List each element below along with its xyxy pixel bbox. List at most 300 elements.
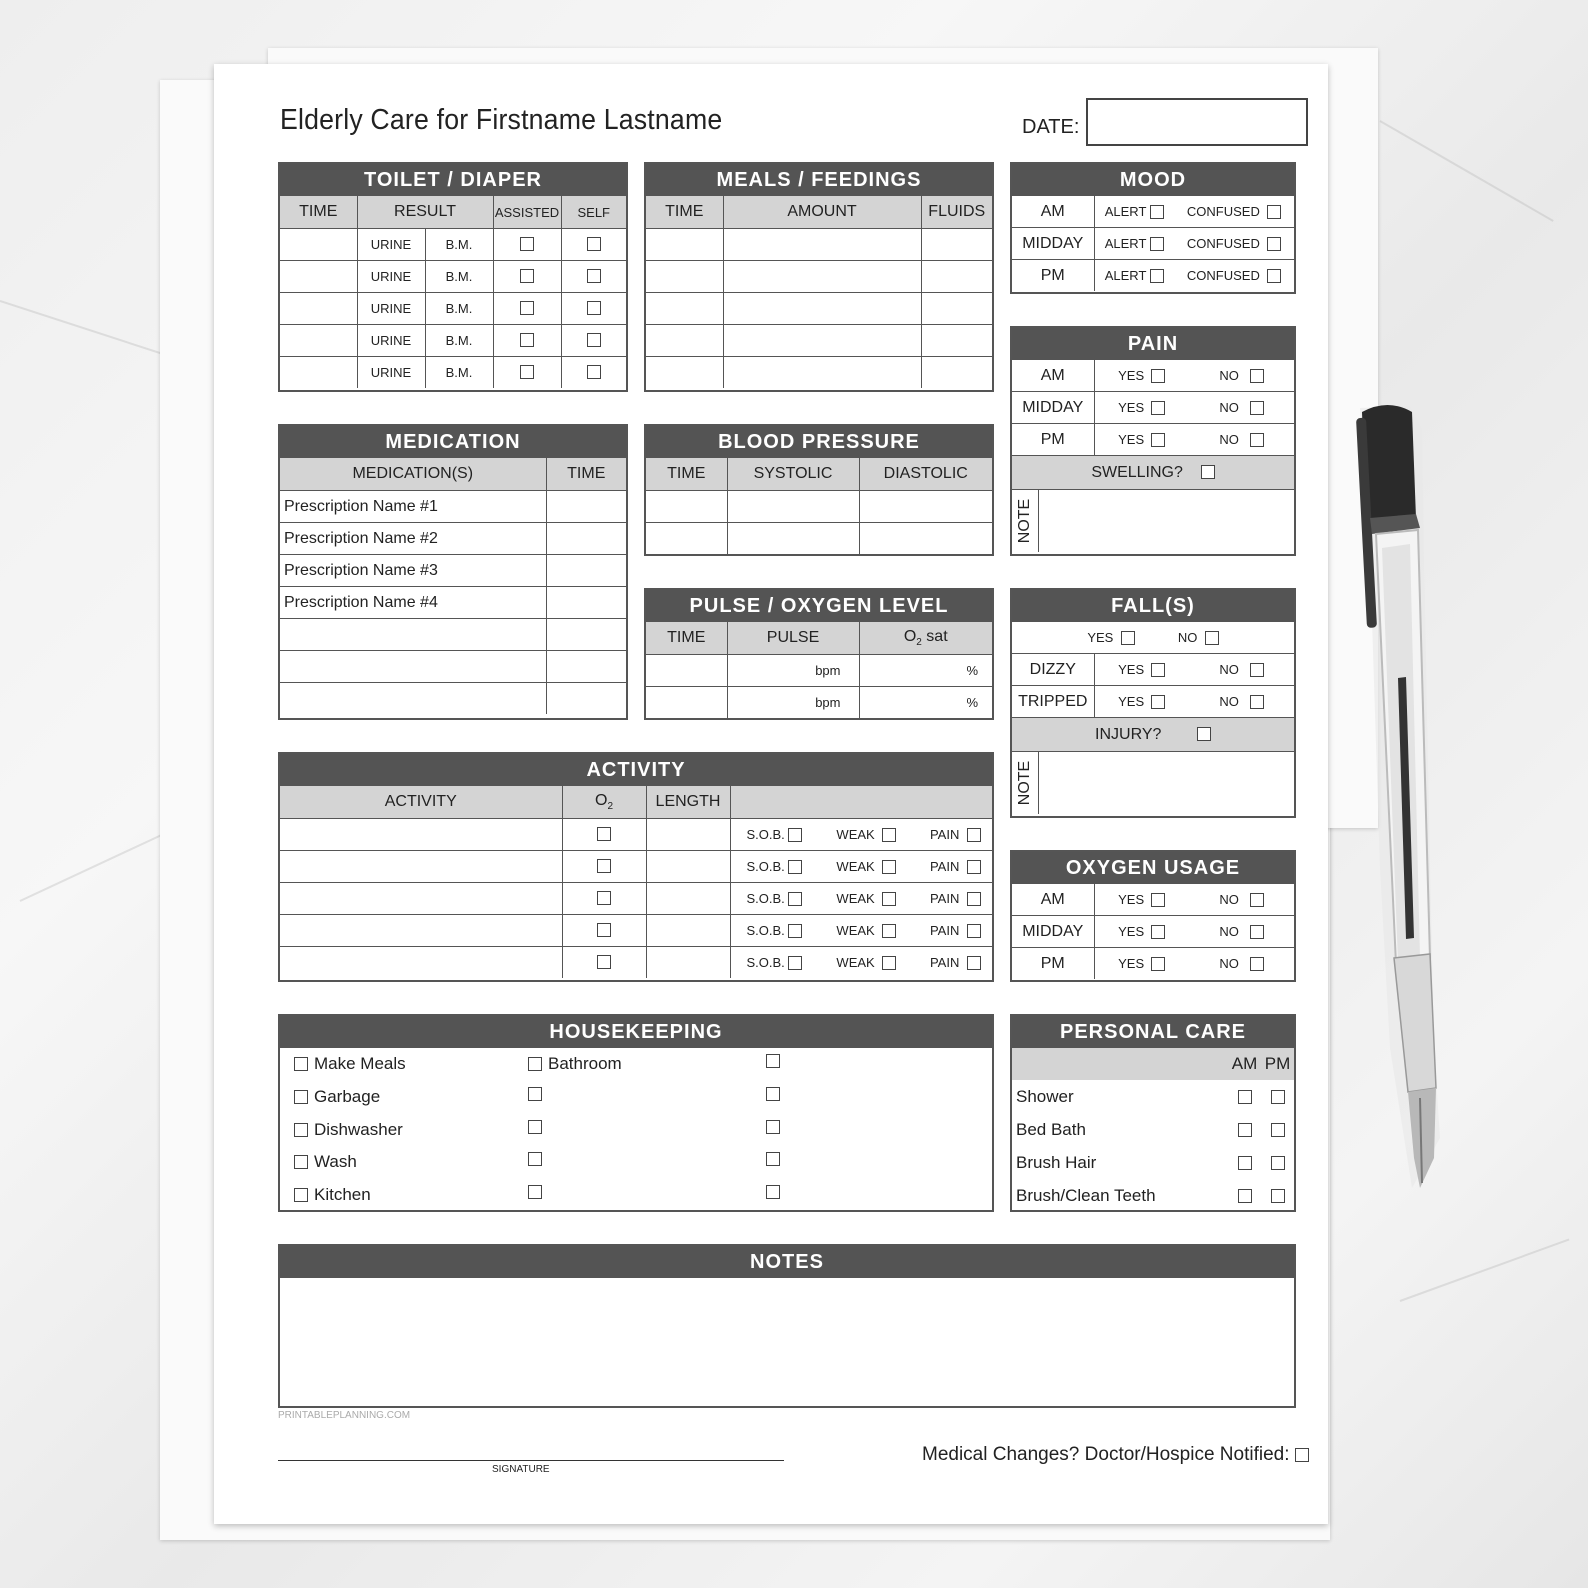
checkbox[interactable] — [766, 1152, 780, 1166]
table-row — [1012, 948, 1294, 980]
time-cell[interactable] — [546, 651, 626, 683]
personal-care-section — [1010, 1014, 1296, 1212]
falls-note[interactable] — [1012, 751, 1294, 814]
sob-checkbox[interactable] — [788, 860, 802, 874]
pulse-oxygen-section — [644, 588, 994, 720]
checkbox[interactable] — [294, 1123, 308, 1137]
meals-title: MEALS / FEEDINGS — [646, 164, 992, 196]
medication-name[interactable]: Prescription Name #1 — [280, 491, 546, 523]
fluids-cell[interactable] — [921, 229, 992, 261]
yes-label: YES — [1118, 693, 1145, 709]
time-cell[interactable] — [646, 523, 727, 555]
marble-vein — [1400, 1238, 1570, 1301]
table-row — [1012, 392, 1294, 424]
weak-checkbox[interactable] — [882, 828, 896, 842]
yes-checkbox[interactable] — [1151, 695, 1165, 709]
amount-cell[interactable] — [723, 293, 921, 325]
table-row — [646, 293, 992, 325]
weak-checkbox[interactable] — [882, 924, 896, 938]
table-row — [1012, 686, 1294, 718]
yes-label: YES — [1118, 431, 1145, 447]
housekeeping-item[interactable]: Kitchen — [294, 1185, 371, 1205]
checkbox[interactable] — [528, 1057, 542, 1071]
notes-section — [278, 1244, 1296, 1408]
length-cell[interactable] — [646, 819, 730, 851]
yes-checkbox[interactable] — [1151, 957, 1165, 971]
table-row — [280, 619, 626, 651]
time-cell[interactable] — [646, 687, 727, 719]
table-row — [280, 357, 626, 389]
time-cell[interactable] — [546, 587, 626, 619]
medication-name[interactable] — [280, 683, 546, 715]
alert-checkbox[interactable] — [1150, 205, 1164, 219]
assisted-checkbox[interactable] — [520, 269, 534, 283]
yes-checkbox[interactable] — [1151, 401, 1165, 415]
oxygen-usage-title: OXYGEN USAGE — [1012, 852, 1294, 884]
yes-checkbox[interactable] — [1151, 925, 1165, 939]
pm-checkbox[interactable] — [1271, 1156, 1285, 1170]
yes-checkbox[interactable] — [1151, 663, 1165, 677]
assisted-checkbox[interactable] — [520, 301, 534, 315]
housekeeping-item[interactable] — [528, 1120, 548, 1134]
fluids-cell[interactable] — [921, 261, 992, 293]
pain-checkbox[interactable] — [967, 924, 981, 938]
marble-vein — [1380, 120, 1554, 222]
table-row — [646, 261, 992, 293]
pm-checkbox[interactable] — [1271, 1189, 1285, 1203]
o2-sat-cell[interactable]: % — [859, 687, 992, 719]
housekeeping-item[interactable] — [766, 1152, 780, 1166]
table-row — [280, 651, 626, 683]
diastolic-cell[interactable] — [859, 523, 992, 555]
col-amount: AMOUNT — [723, 196, 921, 229]
table-row — [280, 491, 626, 523]
sob-checkbox[interactable] — [788, 956, 802, 970]
activity-cell[interactable] — [280, 851, 562, 883]
pain-note[interactable] — [1012, 489, 1294, 552]
pain-checkbox[interactable] — [967, 828, 981, 842]
time-cell[interactable] — [280, 229, 357, 261]
medication-name[interactable] — [280, 619, 546, 651]
yes-label: YES — [1118, 923, 1145, 939]
fluids-cell[interactable] — [921, 357, 992, 389]
housekeeping-title: HOUSEKEEPING — [280, 1016, 992, 1048]
weak-label: WEAK — [836, 954, 875, 970]
swelling-checkbox[interactable] — [1201, 465, 1215, 479]
checkbox[interactable] — [294, 1188, 308, 1202]
medication-name[interactable]: Prescription Name #2 — [280, 523, 546, 555]
o2-sat-cell[interactable]: % — [859, 655, 992, 687]
no-checkbox[interactable] — [1250, 957, 1264, 971]
am-checkbox[interactable] — [1238, 1090, 1252, 1104]
blood-pressure-table — [646, 458, 992, 554]
fluids-cell[interactable] — [921, 293, 992, 325]
row-label: MIDDAY — [1012, 916, 1094, 948]
table-row — [1012, 196, 1294, 228]
activity-cell[interactable] — [280, 883, 562, 915]
pain-label: PAIN — [929, 922, 960, 938]
table-row — [280, 293, 626, 325]
list-item — [1012, 1113, 1294, 1146]
time-cell[interactable] — [646, 491, 727, 523]
weak-checkbox[interactable] — [882, 892, 896, 906]
housekeeping-item[interactable]: Dishwasher — [294, 1120, 403, 1140]
housekeeping-item[interactable]: Bathroom — [528, 1054, 622, 1074]
o2-checkbox[interactable] — [597, 923, 611, 937]
medication-title: MEDICATION — [280, 426, 626, 458]
blood-pressure-title: BLOOD PRESSURE — [646, 426, 992, 458]
amount-cell[interactable] — [723, 357, 921, 389]
time-cell[interactable] — [646, 293, 723, 325]
pain-label: PAIN — [929, 826, 960, 842]
col-length: LENGTH — [646, 786, 730, 819]
list-item — [1012, 1146, 1294, 1179]
meals-table — [646, 196, 992, 388]
time-cell[interactable] — [280, 325, 357, 357]
fall-no-checkbox[interactable] — [1205, 631, 1219, 645]
medication-name[interactable] — [280, 651, 546, 683]
confused-label: CONFUSED — [1186, 235, 1260, 251]
pain-checkbox[interactable] — [967, 956, 981, 970]
col-systolic: SYSTOLIC — [727, 458, 859, 491]
fluids-cell[interactable] — [921, 325, 992, 357]
notes-area[interactable] — [280, 1278, 1294, 1406]
signature-line[interactable] — [278, 1460, 784, 1461]
row-label: MIDDAY — [1012, 392, 1094, 424]
table-row — [280, 947, 992, 979]
no-checkbox[interactable] — [1250, 433, 1264, 447]
urine-label: URINE — [357, 229, 425, 261]
no-label: NO — [1219, 923, 1239, 939]
yes-label: YES — [1118, 399, 1145, 415]
time-cell[interactable] — [280, 261, 357, 293]
confused-label: CONFUSED — [1186, 203, 1260, 219]
weak-checkbox[interactable] — [882, 860, 896, 874]
col-pulse: PULSE — [727, 622, 859, 655]
table-row — [280, 587, 626, 619]
diastolic-cell[interactable] — [859, 491, 992, 523]
row-label: PM — [1012, 424, 1094, 456]
date-field[interactable] — [1086, 98, 1308, 146]
checkbox[interactable] — [528, 1185, 542, 1199]
medication-name[interactable]: Prescription Name #4 — [280, 587, 546, 619]
table-row — [280, 229, 626, 261]
time-cell[interactable] — [646, 655, 727, 687]
no-label: NO — [1219, 399, 1239, 415]
am-checkbox[interactable] — [1238, 1123, 1252, 1137]
notes-title: NOTES — [280, 1246, 1294, 1278]
toilet-section — [278, 162, 628, 392]
table-row — [1012, 916, 1294, 948]
systolic-cell[interactable] — [727, 523, 859, 555]
pain-table — [1012, 360, 1294, 489]
bm-label: B.M. — [425, 325, 493, 357]
sob-label: S.O.B. — [746, 890, 785, 906]
am-checkbox[interactable] — [1238, 1189, 1252, 1203]
sob-checkbox[interactable] — [788, 924, 802, 938]
time-cell[interactable] — [280, 357, 357, 389]
table-row — [646, 687, 992, 719]
col-time: TIME — [646, 458, 727, 491]
yes-checkbox[interactable] — [1151, 433, 1165, 447]
amount-cell[interactable] — [723, 325, 921, 357]
checkbox[interactable] — [528, 1087, 542, 1101]
urine-label: URINE — [357, 261, 425, 293]
checkbox[interactable] — [528, 1120, 542, 1134]
yes-checkbox[interactable] — [1151, 893, 1165, 907]
table-row — [1012, 622, 1294, 654]
amount-cell[interactable] — [723, 261, 921, 293]
list-item — [1012, 1179, 1294, 1212]
falls-section — [1010, 588, 1296, 818]
time-cell[interactable] — [646, 357, 723, 389]
signature-label: SIGNATURE — [492, 1464, 550, 1475]
housekeeping-item[interactable] — [528, 1185, 548, 1199]
housekeeping-item[interactable] — [766, 1054, 780, 1068]
no-checkbox[interactable] — [1250, 893, 1264, 907]
no-label: NO — [1219, 661, 1239, 677]
o2-checkbox[interactable] — [597, 955, 611, 969]
weak-label: WEAK — [836, 858, 875, 874]
pain-title: PAIN — [1012, 328, 1294, 360]
time-cell[interactable] — [546, 683, 626, 715]
sob-checkbox[interactable] — [788, 892, 802, 906]
care-sheet — [214, 64, 1328, 1524]
no-label: NO — [1219, 693, 1239, 709]
care-item-label: Shower — [1016, 1086, 1074, 1106]
table-row — [280, 523, 626, 555]
falls-table — [1012, 622, 1294, 751]
table-row — [646, 523, 992, 555]
table-row — [280, 555, 626, 587]
checkbox[interactable] — [766, 1054, 780, 1068]
yes-checkbox[interactable] — [1151, 369, 1165, 383]
no-checkbox[interactable] — [1250, 369, 1264, 383]
confused-checkbox[interactable] — [1267, 205, 1281, 219]
pm-header: PM — [1264, 1054, 1291, 1073]
col-symptoms — [730, 786, 992, 819]
time-cell[interactable] — [646, 325, 723, 357]
bm-label: B.M. — [425, 293, 493, 325]
pain-checkbox[interactable] — [967, 892, 981, 906]
col-fluids: FLUIDS — [921, 196, 992, 229]
assisted-checkbox[interactable] — [520, 365, 534, 379]
pm-checkbox[interactable] — [1271, 1123, 1285, 1137]
length-cell[interactable] — [646, 851, 730, 883]
confused-checkbox[interactable] — [1267, 237, 1281, 251]
table-row — [1012, 260, 1294, 292]
no-checkbox[interactable] — [1250, 401, 1264, 415]
list-item — [1012, 1080, 1294, 1113]
housekeeping-item[interactable]: Make Meals — [294, 1054, 406, 1074]
time-cell[interactable] — [546, 555, 626, 587]
mood-table — [1012, 196, 1294, 291]
col-o2: $O_2$ — [562, 786, 646, 819]
bpm-cell[interactable]: bpm — [727, 687, 859, 719]
sob-checkbox[interactable] — [788, 828, 802, 842]
yes-label: YES — [1118, 661, 1145, 677]
date-label: DATE: — [1022, 116, 1080, 138]
assisted-checkbox[interactable] — [520, 237, 534, 251]
table-row — [1012, 424, 1294, 456]
note-label: NOTE — [1016, 760, 1034, 806]
fall-yes-checkbox[interactable] — [1121, 631, 1135, 645]
bm-label: B.M. — [425, 357, 493, 389]
row-label: PM — [1012, 948, 1094, 980]
self-checkbox[interactable] — [587, 365, 601, 379]
self-checkbox[interactable] — [587, 301, 601, 315]
table-row — [646, 325, 992, 357]
footer-url: PRINTABLEPLANNING.COM — [278, 1410, 411, 1421]
toilet-title: TOILET / DIAPER — [280, 164, 626, 196]
pain-label: PAIN — [929, 890, 960, 906]
table-row — [1012, 228, 1294, 260]
checkbox[interactable] — [528, 1152, 542, 1166]
col-activity: ACTIVITY — [280, 786, 562, 819]
self-checkbox[interactable] — [587, 269, 601, 283]
housekeeping-item[interactable] — [766, 1185, 780, 1199]
o2-checkbox[interactable] — [597, 859, 611, 873]
housekeeping-item[interactable] — [766, 1120, 780, 1134]
no-label: NO — [1219, 891, 1239, 907]
amount-cell[interactable] — [723, 229, 921, 261]
urine-label: URINE — [357, 325, 425, 357]
mood-title: MOOD — [1012, 164, 1294, 196]
housekeeping-section — [278, 1014, 994, 1212]
medication-name[interactable]: Prescription Name #3 — [280, 555, 546, 587]
sob-label: S.O.B. — [746, 922, 785, 938]
time-cell[interactable] — [546, 523, 626, 555]
weak-checkbox[interactable] — [882, 956, 896, 970]
care-item-label: Brush/Clean Teeth — [1016, 1185, 1156, 1205]
mood-section — [1010, 162, 1296, 294]
self-checkbox[interactable] — [587, 333, 601, 347]
care-item-label: Bed Bath — [1016, 1119, 1086, 1139]
housekeeping-item[interactable] — [528, 1087, 548, 1101]
assisted-checkbox[interactable] — [520, 333, 534, 347]
oxygen-usage-section — [1010, 850, 1296, 982]
checkbox[interactable] — [766, 1185, 780, 1199]
urine-label: URINE — [357, 357, 425, 389]
meals-section — [644, 162, 994, 392]
table-row — [280, 325, 626, 357]
checkbox[interactable] — [766, 1120, 780, 1134]
time-cell[interactable] — [280, 293, 357, 325]
col-time: TIME — [280, 196, 357, 229]
no-checkbox[interactable] — [1250, 663, 1264, 677]
weak-label: WEAK — [836, 826, 875, 842]
time-cell[interactable] — [546, 619, 626, 651]
activity-cell[interactable] — [280, 819, 562, 851]
o2-checkbox[interactable] — [597, 891, 611, 905]
care-item-label: Brush Hair — [1016, 1152, 1097, 1172]
note-label: NOTE — [1016, 498, 1034, 544]
row-label: AM — [1012, 196, 1094, 228]
housekeeping-item[interactable] — [528, 1152, 548, 1166]
pm-checkbox[interactable] — [1271, 1090, 1285, 1104]
medical-changes — [922, 1444, 1309, 1466]
housekeeping-item[interactable]: Garbage — [294, 1087, 380, 1107]
injury-checkbox[interactable] — [1197, 727, 1211, 741]
o2-checkbox[interactable] — [597, 827, 611, 841]
length-cell[interactable] — [646, 883, 730, 915]
sob-label: S.O.B. — [746, 826, 785, 842]
blood-pressure-section — [644, 424, 994, 556]
activity-table — [280, 786, 992, 978]
alert-checkbox[interactable] — [1150, 237, 1164, 251]
pulse-oxygen-title: PULSE / OXYGEN LEVEL — [646, 590, 992, 622]
col-time: TIME — [646, 622, 727, 655]
table-row — [280, 851, 992, 883]
medication-section — [278, 424, 628, 720]
confused-label: CONFUSED — [1186, 267, 1260, 283]
col-diastolic: DIASTOLIC — [859, 458, 992, 491]
time-cell[interactable] — [646, 261, 723, 293]
medication-table — [280, 458, 626, 714]
systolic-cell[interactable] — [727, 491, 859, 523]
checkbox[interactable] — [294, 1155, 308, 1169]
alert-label: ALERT — [1104, 235, 1147, 251]
alert-label: ALERT — [1104, 267, 1147, 283]
table-row — [1012, 654, 1294, 686]
alert-label: ALERT — [1104, 203, 1147, 219]
no-checkbox[interactable] — [1250, 925, 1264, 939]
time-cell[interactable] — [646, 229, 723, 261]
activity-cell[interactable] — [280, 915, 562, 947]
pain-checkbox[interactable] — [967, 860, 981, 874]
medical-changes-label: Medical Changes? Doctor/Hospice Notified: — [922, 1444, 1290, 1465]
no-label: NO — [1219, 431, 1239, 447]
alert-checkbox[interactable] — [1150, 269, 1164, 283]
bpm-cell[interactable]: bpm — [727, 655, 859, 687]
checkbox[interactable] — [294, 1057, 308, 1071]
self-checkbox[interactable] — [587, 237, 601, 251]
notified-checkbox[interactable] — [1295, 1448, 1309, 1462]
time-cell[interactable] — [546, 491, 626, 523]
col-o2-sat: $O_2$ sat — [859, 622, 992, 655]
toilet-table — [280, 196, 626, 388]
urine-label: URINE — [357, 293, 425, 325]
length-cell[interactable] — [646, 947, 730, 979]
col-result: RESULT — [357, 196, 493, 229]
activity-cell[interactable] — [280, 947, 562, 979]
housekeeping-item[interactable]: Wash — [294, 1152, 357, 1172]
col-assisted: ASSISTED — [493, 196, 561, 229]
housekeeping-item[interactable] — [766, 1087, 780, 1101]
yes-label: YES — [1118, 891, 1145, 907]
row-label: PM — [1012, 260, 1094, 292]
row-label: AM — [1012, 360, 1094, 392]
checkbox[interactable] — [766, 1087, 780, 1101]
am-checkbox[interactable] — [1238, 1156, 1252, 1170]
yes-label: YES — [1118, 367, 1145, 383]
bm-label: B.M. — [425, 229, 493, 261]
table-row — [646, 655, 992, 687]
col-medications: MEDICATION(S) — [280, 458, 546, 491]
length-cell[interactable] — [646, 915, 730, 947]
no-label: NO — [1177, 629, 1198, 645]
table-row — [1012, 360, 1294, 392]
activity-title: ACTIVITY — [280, 754, 992, 786]
yes-label: YES — [1118, 955, 1145, 971]
no-checkbox[interactable] — [1250, 695, 1264, 709]
row-label: DIZZY — [1012, 654, 1094, 686]
checkbox[interactable] — [294, 1090, 308, 1104]
am-header: AM — [1231, 1054, 1258, 1073]
confused-checkbox[interactable] — [1267, 269, 1281, 283]
pain-label: PAIN — [929, 954, 960, 970]
table-row — [280, 261, 626, 293]
